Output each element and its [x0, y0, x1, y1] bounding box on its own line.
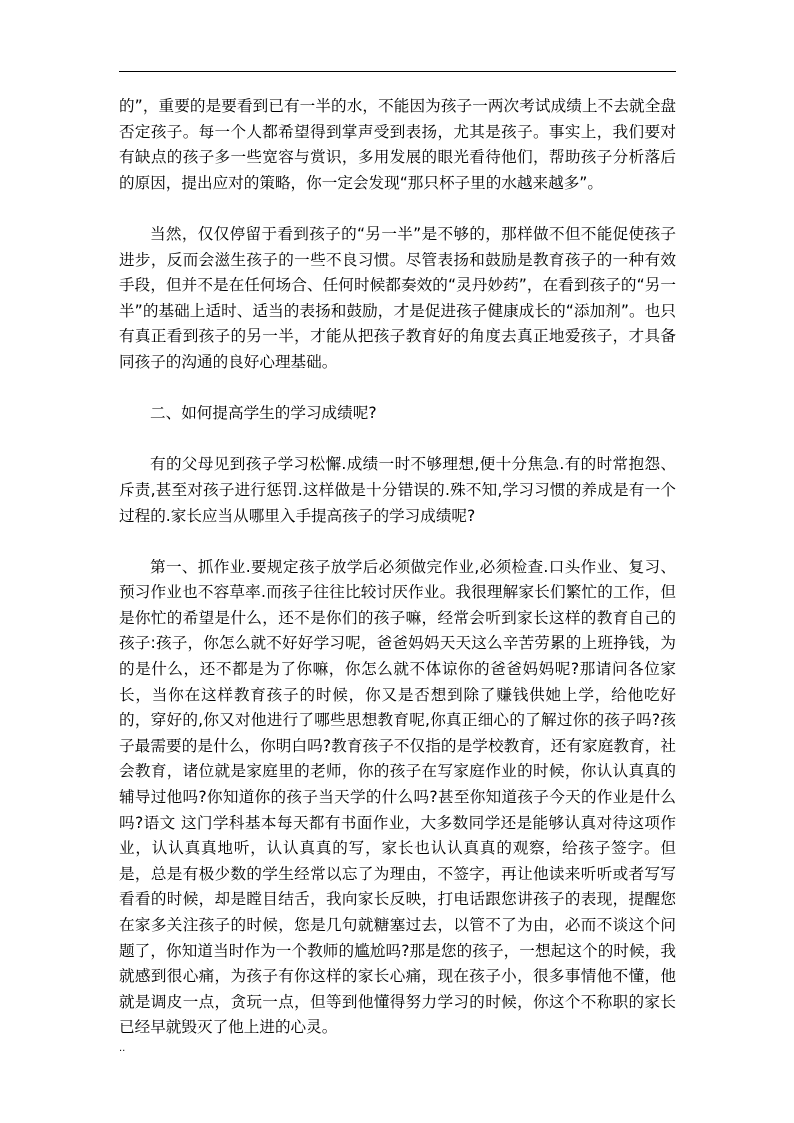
- paragraph-spacer: [119, 529, 676, 555]
- header-rule: [119, 71, 676, 72]
- paragraph-1: 的”，重要的是要看到已有一半的水，不能因为孩子一两次考试成绩上不去就全盘否定孩子。每一个人都希望得到掌声受到表扬，尤其是孩子。事实上，我们要对有缺点的孩子多一些宽容与赏识，多用发展的眼光看待他们，帮助孩子分析落后的原因，提出应对的策略，你一定会发现“那只杯子里的水越来越多”。: [119, 97, 676, 192]
- paragraph-spacer: [119, 376, 676, 402]
- paragraph-3: 有的父母见到孩子学习松懈.成绩一时不够理想,便十分焦急.有的时常抱怨、斥责,甚至对孩子进行惩罚.这样做是十分错误的.殊不知,学习习惯的养成是有一个过程的.家长应当从哪里入手提高孩子的学习成绩呢?: [119, 455, 676, 525]
- paragraph-4: 第一、抓作业.要规定孩子放学后必须做完作业,必须检查.口头作业、复习、预习作业也不容草率.而孩子往往比较讨厌作业。我很理解家长们繁忙的工作，但是你忙的希望是什么，还不是你们的孩子嘛，经常会听到家长这样的教育自己的孩子:孩子，你怎么就不好好学习呢，爸爸妈妈天天这么辛苦劳累的上班挣钱，为的是什么，还不都是为了你嘛，你怎么就不体谅你的爸爸妈妈呢?那请问各位家长，当你在这样教育孩子的时候，你又是否想到除了赚钱供她上学，给他吃好的，穿好的,你又对他进行了哪些思想教育呢,你真正细心的了解过你的孩子吗?孩子最需要的是什么，你明白吗?教育孩子不仅指的是学校教育，还有家庭教育，社会教育，诸位就是家庭里的老师，你的孩子在写家庭作业的时候，你认认真真的辅导过他吗?你知道你的孩子当天学的什么吗?甚至你知道孩子今天的作业是什么吗?语文 这门学科基本每天都有书面作业，大多数同学还是能够认真对待这项作业，认认真真地听，认认真真的写，家长也认认真真的观察，给孩子签字。但是，总是有极少数的学生经常以忘了为理由，不签字，再让他读来听听或者写写看看的时候，却是瞠目结舌，我向家长反映，打电话跟您讲孩子的表现，提醒您在家多关注孩子的时候，您是几句就糖塞过去，以管不了为由，必而不谈这个问题了，你知道当时作为一个教师的尴尬吗?那是您的孩子，一想起这个的时候，我就感到很心痛，为孩子有你这样的家长心痛，现在孩子小，很多事情他不懂，他就是调皮一点，贪玩一点，但等到他懂得努力学习的时候，你这个不称职的家长已经早就毁灭了他上进的心灵。: [119, 557, 676, 1037]
- paragraph-2: 当然，仅仅停留于看到孩子的“另一半”是不够的，那样做不但不能促使孩子进步，反而会滋生孩子的一些不良习惯。尽管表扬和鼓励是教育孩子的一种有效手段，但并不是在任何场合、任何时候都奏效的“灵丹妙药”，在看到孩子的“另一半”的基础上适时、适当的表扬和鼓励，才是促进孩子健康成长的“添加剂”。也只有真正看到孩子的另一半，才能从把孩子教育好的角度去真正地爱孩子，才具备同孩子的沟通的良好心理基础。: [119, 224, 676, 371]
- footer-mark: ..: [119, 1043, 126, 1054]
- document-body: [119, 94, 676, 1041]
- paragraph-spacer: [119, 427, 676, 453]
- section-heading: 二、如何提高学生的学习成绩呢?: [150, 404, 377, 423]
- paragraph-spacer: [119, 196, 676, 222]
